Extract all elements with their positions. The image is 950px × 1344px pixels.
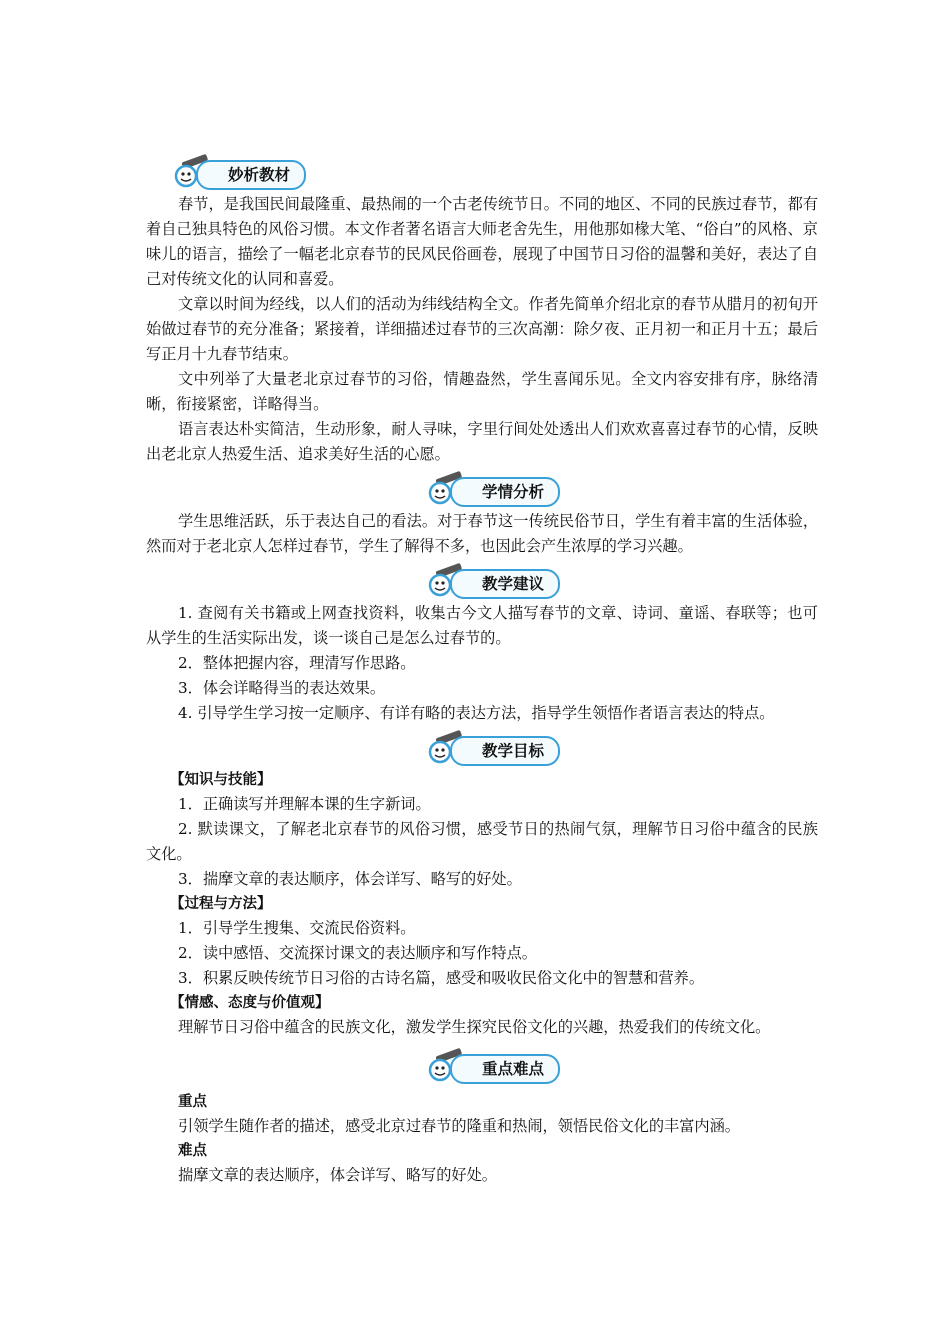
paragraph: 理解节日习俗中蕴含的民族文化，激发学生探究民俗文化的兴趣，热爱我们的传统文化。 [178,1018,771,1036]
section-header-suggestions [146,563,818,597]
subsection-label: 重点 [178,1094,207,1110]
subsection-label: 难点 [178,1143,207,1159]
section-title: 学情分析 [450,477,560,507]
section-header-students [146,471,818,505]
paragraph: 语言表达朴实简洁，生动形象，耐人寻味，字里行间处处透出人们欢欢喜喜过春节的心情，反映出老北京人热爱生活、追求美好生活的心愿。 [146,420,818,463]
paragraph: 1．引导学生搜集、交流民俗资料。 [178,919,416,937]
paragraph: 2．整体把握内容，理清写作思路。 [178,654,416,672]
section-header-analysis [146,154,818,188]
paragraph: 2．读中感悟、交流探讨课文的表达顺序和写作特点。 [178,944,537,962]
subsection-label: 【情感、态度与价值观】 [170,995,330,1011]
section-title: 妙析教材 [196,160,306,190]
document-page [146,150,818,1188]
section-header-objectives [146,730,818,764]
section-header-keypoints [146,1048,818,1082]
section-title: 教学目标 [450,736,560,766]
section-title: 教学建议 [450,569,560,599]
paragraph: 文中列举了大量老北京过春节的习俗，情趣盎然，学生喜闻乐见。全文内容安排有序，脉络清晰，衔接紧密，详略得当。 [146,370,818,413]
paragraph: 1．正确读写并理解本课的生字新词。 [178,795,431,813]
paragraph: 揣摩文章的表达顺序，体会详写、略写的好处。 [178,1166,497,1184]
paragraph: 3．积累反映传统节日习俗的古诗名篇，感受和吸收民俗文化中的智慧和营养。 [178,969,705,987]
paragraph: 1. 查阅有关书籍或上网查找资料，收集古今文人描写春节的文章、诗词、童谣、春联等；也可从学生的生活实际出发，谈一谈自己是怎么过春节的。 [146,604,818,647]
subsection-label: 【过程与方法】 [170,896,272,912]
paragraph: 引领学生随作者的描述，感受北京过春节的隆重和热闹，领悟民俗文化的丰富内涵。 [178,1117,740,1135]
paragraph: 3．体会详略得当的表达效果。 [178,679,386,697]
paragraph: 春节，是我国民间最隆重、最热闹的一个古老传统节日。不同的地区、不同的民族过春节，都有着自己独具特色的风俗习惯。本文作者著名语言大师老舍先生，用他那如椽大笔、“俗白”的风格、京味儿的语言，描绘了一幅老北京春节的民风民俗画卷，展现了中国节日习俗的温馨和美好，表达了自己对传统文化的认同和喜爱。 [146,195,818,288]
paragraph: 2. 默读课文，了解老北京春节的风俗习惯，感受节日的热闹气氛，理解节日习俗中蕴含的民族文化。 [146,820,818,863]
section-title: 重点难点 [450,1054,560,1084]
subsection-label: 【知识与技能】 [170,772,272,788]
paragraph: 文章以时间为经线，以人们的活动为纬线结构全文。作者先简单介绍北京的春节从腊月的初旬开始做过春节的充分准备；紧接着，详细描述过春节的三次高潮：除夕夜、正月初一和正月十五；最后写正月十九春节结束。 [146,295,818,363]
paragraph: 3．揣摩文章的表达顺序，体会详写、略写的好处。 [178,870,522,888]
paragraph: 4. 引导学生学习按一定顺序、有详有略的表达方法，指导学生领悟作者语言表达的特点。 [178,704,775,722]
paragraph: 学生思维活跃，乐于表达自己的看法。对于春节这一传统民俗节日，学生有着丰富的生活体验，然而对于老北京人怎样过春节，学生了解得不多，也因此会产生浓厚的学习兴趣。 [146,512,818,555]
